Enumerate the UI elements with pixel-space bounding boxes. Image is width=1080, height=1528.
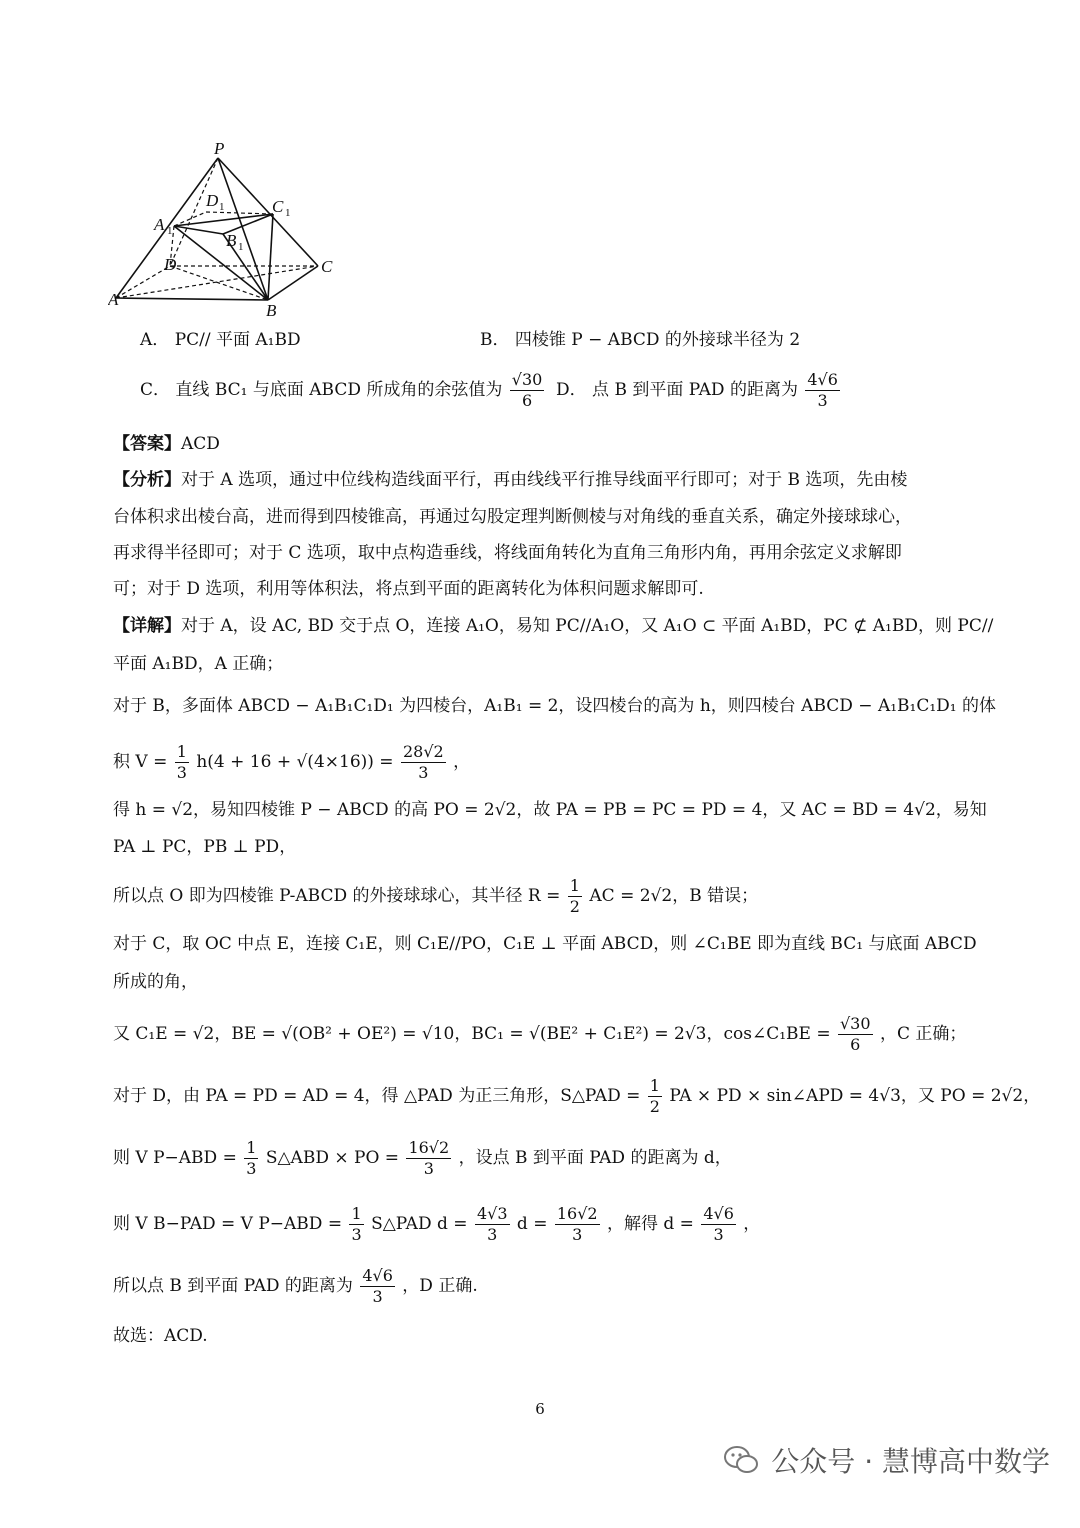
answer-line [113, 432, 980, 456]
detail-tag: 【详解】 [113, 616, 181, 636]
label-A: A [108, 290, 119, 309]
detail-line-12: 则 V P−ABD = $\frac{1}{3}$ S△ABD × PO = $\frac{16√2}{3}$ ，设点 B 到平面 PAD 的距离为 d， [113, 1138, 732, 1178]
detail-line-11: 对于 D，由 PA = PD = AD = 4，得 △PAD 为正三角形，S△PAD = $\frac{1}{2}$ PA × PD × sin∠APD = 4√3，又 PO = 2√2， [113, 1076, 1041, 1116]
answer-tag: 【答案】 [113, 434, 181, 454]
detail-line-10: 又 C₁E = √2，BE = √(OB² + OE²) = √10，BC₁ = √(BE² + C₁E²) = 2√3，cos∠C₁BE = $\frac{√30}{6}$ ，C 正确； [113, 1014, 967, 1054]
option-d-fraction: $\frac{4√6}{3}$ [807, 370, 838, 410]
detail-line-9: 所成的角， [113, 972, 198, 992]
label-D: D [164, 255, 177, 274]
option-c-text: 直线 BC₁ 与底面 ABCD 所成角的余弦值为 [175, 380, 503, 400]
analysis-line-2: 台体积求出棱台高，进而得到四棱锥高，再通过勾股定理判断侧棱与对角线的垂直关系，确定外接球球心， [113, 507, 912, 527]
option-c [140, 370, 546, 411]
detail-line-1: 【详解】对于 A，设 AC, BD 交于点 O，连接 A₁O，易知 PC//A₁O，又 A₁O ⊂ 平面 A₁BD，PC ⊄ A₁BD，则 PC// [113, 616, 994, 636]
label-C: C [321, 257, 333, 276]
label-C1-sub: 1 [285, 207, 291, 219]
label-P: P [214, 140, 225, 158]
option-a-text: PC// 平面 A₁BD [174, 330, 301, 350]
option-c-fraction: $\frac{√30}{6}$ [511, 370, 543, 410]
watermark-text: 公众号 · 慧博高中数学 [771, 1445, 1050, 1478]
label-D1: D [206, 191, 219, 210]
option-c-label: C． [140, 380, 171, 400]
detail-line-7: 所以点 O 即为四棱锥 P-ABCD 的外接球球心，其半径 R = $\frac{1}{2}$ AC = 2√2，B 错误； [113, 876, 759, 916]
option-a-label: A． [140, 330, 170, 350]
option-d-label: D． [556, 380, 587, 400]
analysis-line-4: 可；对于 D 选项，利用等体积法，将点到平面的距离转化为体积问题求解即可. [113, 579, 704, 599]
detail-line-4: 积 V = $\frac{1}{3}$ h(4 + 16 + √(4×16)) = $\frac{28√2}{3}$ ， [113, 742, 471, 782]
frustum-pyramid-figure [108, 140, 348, 320]
detail-line-13: 则 V B−PAD = V P−ABD = $\frac{1}{3}$ S△PAD d = $\frac{4√3}{3}$ d = $\frac{16√2}{3}$ ，解得 d = $\frac{4√6}{3}$ ， [113, 1204, 761, 1244]
detail-line-15: 故选：ACD. [113, 1326, 208, 1346]
analysis-tag: 【分析】 [113, 470, 181, 490]
label-D1-sub: 1 [219, 201, 225, 213]
label-B1: B [226, 231, 237, 250]
detail-line-2: 平面 A₁BD，A 正确； [113, 654, 284, 674]
label-A1-sub: 1 [167, 225, 173, 237]
wechat-icon [723, 1445, 759, 1475]
pyramid-diagram [108, 140, 348, 320]
option-b-label: B． [480, 330, 510, 350]
detail-line-14: 所以点 B 到平面 PAD 的距离为 $\frac{4√6}{3}$ ，D 正确. [113, 1266, 478, 1306]
page-number: 6 [535, 1400, 545, 1418]
answer-text: ACD [181, 434, 220, 454]
label-B1-sub: 1 [238, 241, 244, 253]
analysis-line-3: 再求得半径即可；对于 C 选项，取中点构造垂线，将线面角转化为直角三角形内角，再用余弦定义求解即 [113, 543, 902, 563]
detail-line-6: PA ⊥ PC，PB ⊥ PD， [113, 837, 297, 857]
option-b [480, 328, 800, 352]
label-C1: C [272, 197, 284, 216]
analysis-line-1: 【分析】对于 A 选项，通过中位线构造线面平行，再由线线平行推导线面平行即可；对于 B 选项，先由棱 [113, 470, 908, 490]
option-d-text: 点 B 到平面 PAD 的距离为 [592, 380, 798, 400]
option-a [140, 328, 301, 352]
detail-line-5: 得 h = √2，易知四棱锥 P − ABCD 的高 PO = 2√2，故 PA = PB = PC = PD = 4，又 AC = BD = 4√2，易知 [113, 800, 987, 820]
detail-line-3: 对于 B，多面体 ABCD − A₁B₁C₁D₁ 为四棱台，A₁B₁ = 2，设四棱台的高为 h，则四棱台 ABCD − A₁B₁C₁D₁ 的体 [113, 696, 997, 716]
label-A1: A [154, 215, 165, 234]
label-B: B [266, 301, 277, 320]
watermark [723, 1440, 1050, 1480]
option-b-text: 四棱锥 P − ABCD 的外接球半径为 2 [514, 330, 801, 350]
option-d [556, 370, 842, 411]
detail-line-8: 对于 C，取 OC 中点 E，连接 C₁E，则 C₁E//PO，C₁E ⊥ 平面 ABCD，则 ∠C₁BE 即为直线 BC₁ 与底面 ABCD [113, 934, 977, 954]
